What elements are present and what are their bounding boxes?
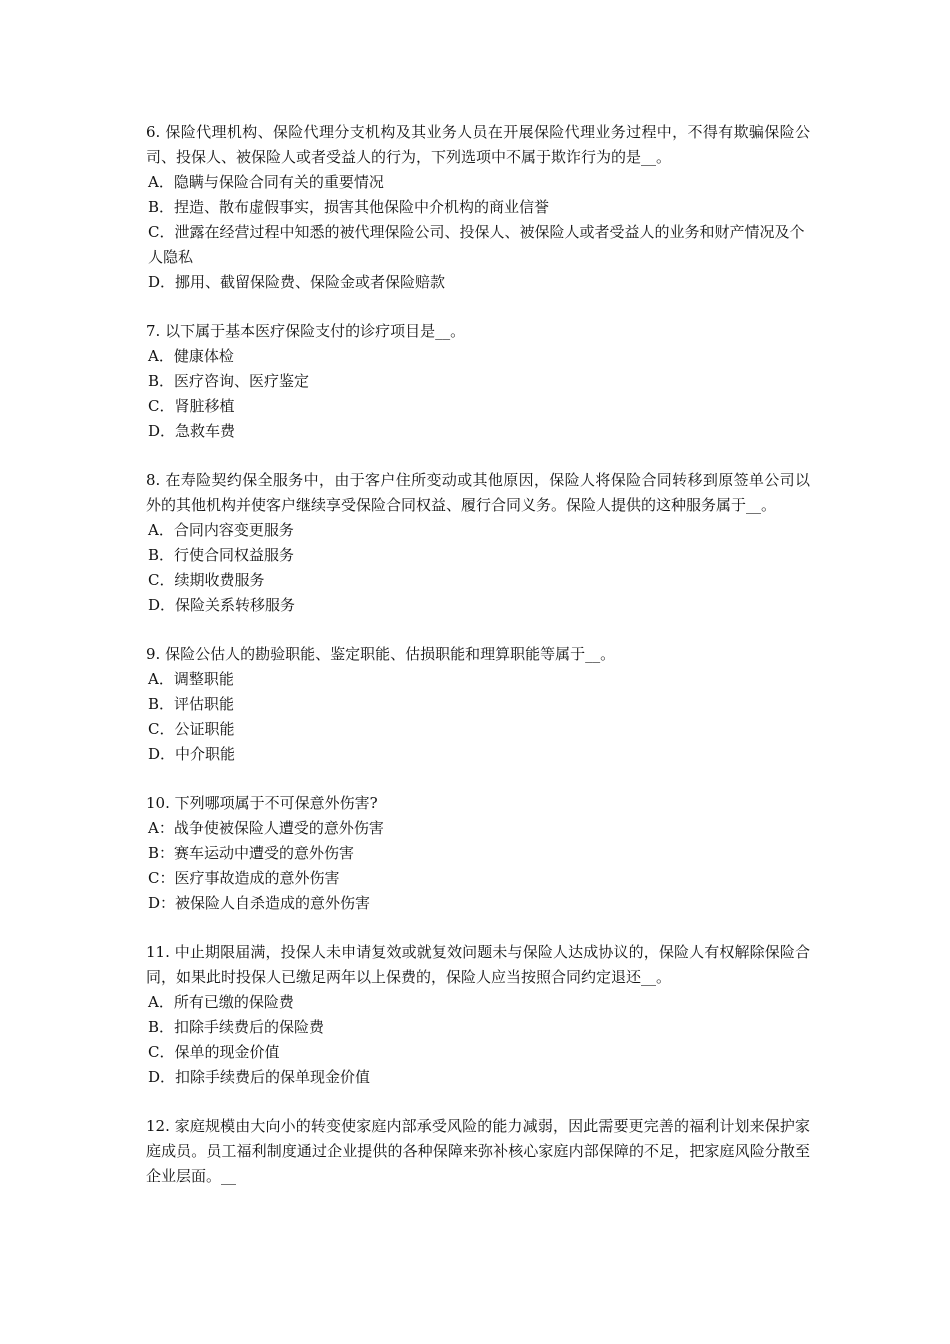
- question-10: [146, 791, 810, 916]
- question-stem: 11. 中止期限届满，投保人未申请复效或就复效问题未与保险人达成协议的，保险人有权解除保险合同，如果此时投保人已缴足两年以上保费的，保险人应当按照合同约定退还__。: [146, 943, 810, 986]
- question-stem: 10. 下列哪项属于不可保意外伤害?: [146, 794, 378, 812]
- question-stem: 12. 家庭规模由大向小的转变使家庭内部承受风险的能力减弱，因此需要更完善的福利计划来保护家庭成员。员工福利制度通过企业提供的各种保障来弥补核心家庭内部保障的不足，把家庭风险分散至企业层面。__: [146, 1117, 810, 1185]
- option-b: B．行使合同权益服务: [148, 546, 295, 564]
- option-d: D：被保险人自杀造成的意外伤害: [148, 894, 371, 912]
- document-page: [146, 120, 810, 1213]
- option-c: C．肾脏移植: [148, 397, 235, 415]
- question-8: [146, 468, 810, 618]
- option-c: C．泄露在经营过程中知悉的被代理保险公司、投保人、被保险人或者受益人的业务和财产情况及个人隐私: [148, 223, 805, 266]
- option-c: C：医疗事故造成的意外伤害: [148, 869, 340, 887]
- option-a: A．所有已缴的保险费: [148, 993, 294, 1011]
- question-stem: 7. 以下属于基本医疗保险支付的诊疗项目是__。: [146, 322, 466, 340]
- question-6: [146, 120, 810, 295]
- option-d: D．扣除手续费后的保单现金价值: [148, 1068, 371, 1086]
- question-12: [146, 1114, 810, 1189]
- question-stem: 6. 保险代理机构、保险代理分支机构及其业务人员在开展保险代理业务过程中，不得有欺骗保险公司、投保人、被保险人或者受益人的行为，下列选项中不属于欺诈行为的是__。: [146, 123, 810, 166]
- option-d: D．挪用、截留保险费、保险金或者保险赔款: [148, 273, 446, 291]
- question-9: [146, 642, 810, 767]
- option-d: D．急救车费: [148, 422, 236, 440]
- option-a: A：战争使被保险人遭受的意外伤害: [148, 819, 384, 837]
- option-a: A．隐瞒与保险合同有关的重要情况: [148, 173, 384, 191]
- question-11: [146, 940, 810, 1090]
- option-c: C．公证职能: [148, 720, 235, 738]
- option-a: A．合同内容变更服务: [148, 521, 294, 539]
- question-stem: 9. 保险公估人的勘验职能、鉴定职能、估损职能和理算职能等属于__。: [146, 645, 616, 663]
- question-stem: 8. 在寿险契约保全服务中，由于客户住所变动或其他原因，保险人将保险合同转移到原签单公司以外的其他机构并使客户继续享受保险合同权益、履行合同义务。保险人提供的这种服务属于__。: [146, 471, 810, 514]
- option-b: B．扣除手续费后的保险费: [148, 1018, 325, 1036]
- question-7: [146, 319, 810, 444]
- option-b: B：赛车运动中遭受的意外伤害: [148, 844, 355, 862]
- option-a: A．健康体检: [148, 347, 234, 365]
- option-b: B．医疗咨询、医疗鉴定: [148, 372, 310, 390]
- option-b: B．评估职能: [148, 695, 235, 713]
- option-c: C．保单的现金价值: [148, 1043, 280, 1061]
- option-c: C．续期收费服务: [148, 571, 265, 589]
- option-d: D．中介职能: [148, 745, 236, 763]
- option-d: D．保险关系转移服务: [148, 596, 296, 614]
- option-a: A．调整职能: [148, 670, 234, 688]
- option-b: B．捏造、散布虚假事实，损害其他保险中介机构的商业信誉: [148, 198, 550, 216]
